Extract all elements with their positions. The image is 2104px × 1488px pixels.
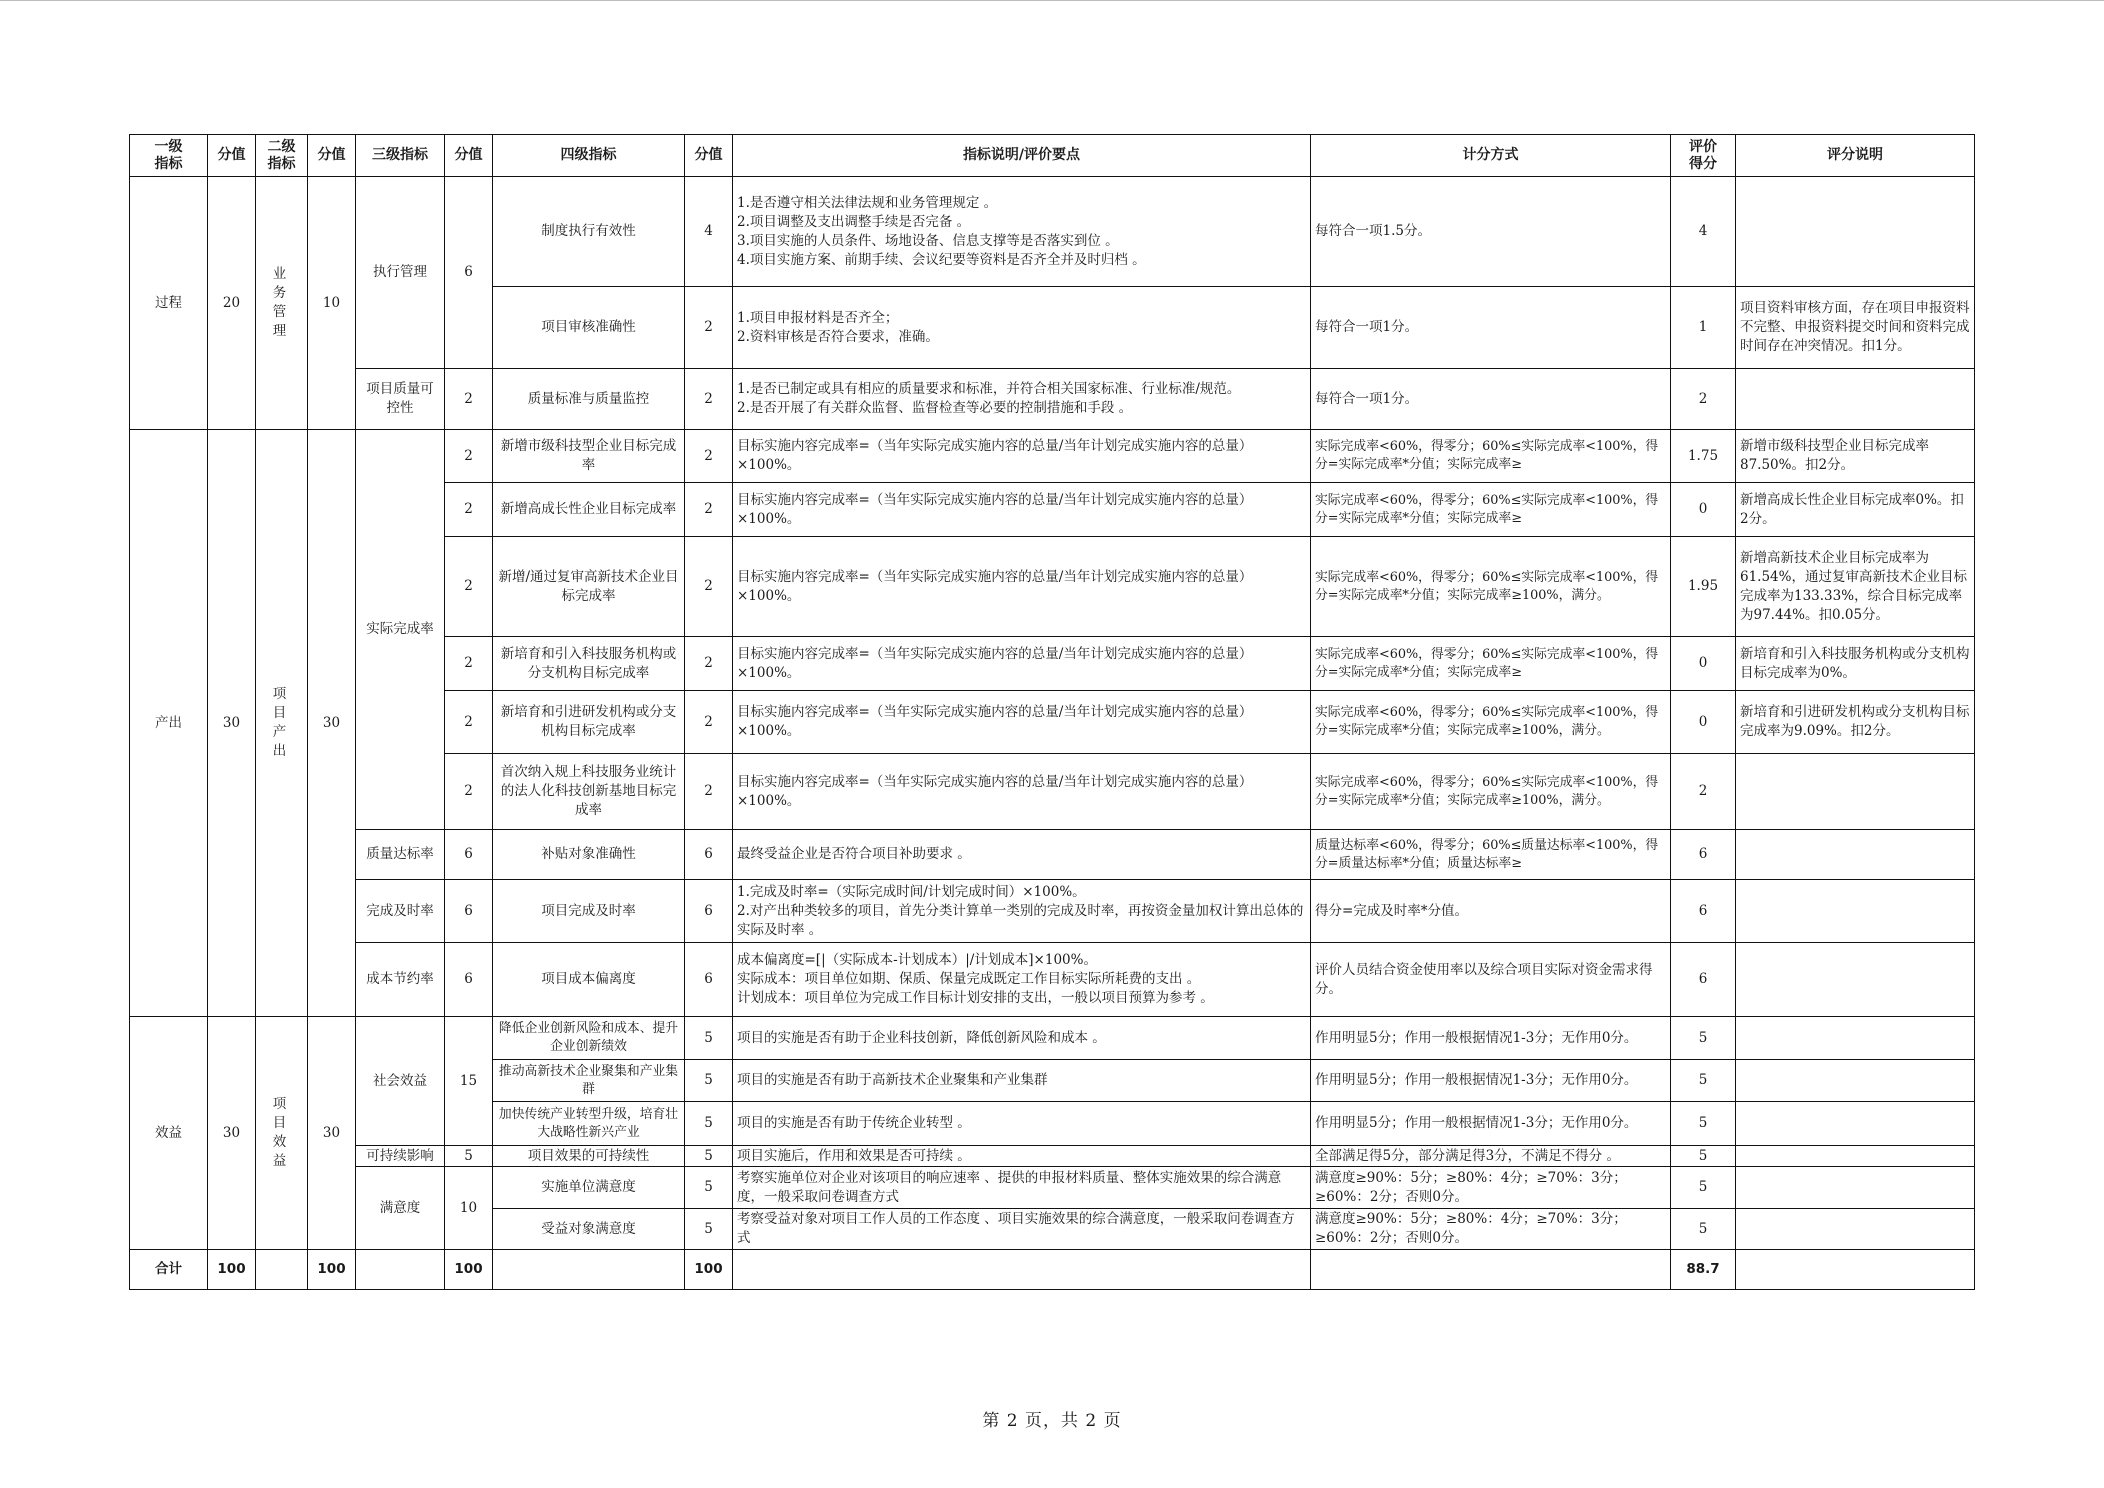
level3-score: 6 — [445, 830, 493, 880]
description-cell: 项目的实施是否有助于高新技术企业聚集和产业集群 — [733, 1060, 1311, 1102]
table-row — [130, 1017, 1975, 1060]
header-score3: 分值 — [445, 135, 493, 177]
level3-score: 2 — [445, 483, 493, 537]
score-cell: 5 — [1671, 1060, 1736, 1102]
description-cell: 1.项目申报材料是否齐全； 2.资料审核是否符合要求，准确。 — [733, 287, 1311, 369]
level4-cell: 制度执行有效性 — [493, 177, 685, 287]
level4-cell: 受益对象满意度 — [493, 1209, 685, 1250]
note-cell — [1736, 1146, 1975, 1167]
method-cell: 实际完成率<60%，得零分；60%≤实际完成率<100%，得分=实际完成率*分值；实际完成率≥100%，满分。 — [1311, 754, 1671, 830]
total-empty-l4 — [493, 1250, 685, 1290]
level4-cell: 新培育和引入科技服务机构或分支机构目标完成率 — [493, 637, 685, 691]
score-cell: 6 — [1671, 880, 1736, 943]
header-l4: 四级指标 — [493, 135, 685, 177]
header-got: 评价 得分 — [1671, 135, 1736, 177]
level3-cell: 完成及时率 — [356, 880, 445, 943]
method-cell: 满意度≥90%：5分；≥80%：4分；≥70%：3分；≥60%：2分；否则0分。 — [1311, 1209, 1671, 1250]
method-cell: 每符合一项1分。 — [1311, 287, 1671, 369]
score-cell: 1.95 — [1671, 537, 1736, 637]
level4-score: 2 — [685, 691, 733, 754]
level4-score: 5 — [685, 1102, 733, 1146]
description-cell: 项目实施后，作用和效果是否可持续 。 — [733, 1146, 1311, 1167]
note-cell — [1736, 1209, 1975, 1250]
table-row — [130, 1146, 1975, 1167]
description-cell: 目标实施内容完成率=（当年实际完成实施内容的总量/当年计划完成实施内容的总量）×100%。 — [733, 637, 1311, 691]
level4-score: 5 — [685, 1209, 733, 1250]
description-cell: 成本偏离度=[|（实际成本-计划成本）|/计划成本]×100%。 实际成本：项目单位如期、保质、保量完成既定工作目标实际所耗费的支出 。 计划成本：项目单位为完成工作目标计划安排的支出，一般以项目预算为参考 。 — [733, 943, 1311, 1017]
level3-score: 2 — [445, 691, 493, 754]
description-cell: 最终受益企业是否符合项目补助要求 。 — [733, 830, 1311, 880]
method-cell: 全部满足得5分，部分满足得3分，不满足不得分 。 — [1311, 1146, 1671, 1167]
score-cell: 2 — [1671, 754, 1736, 830]
description-cell: 1.是否遵守相关法律法规和业务管理规定 。 2.项目调整及支出调整手续是否完备 。 3.项目实施的人员条件、场地设备、信息支撑等是否落实到位 。 4.项目实施方案、前期手续、会议纪要等资料是否齐全并及时归档 。 — [733, 177, 1311, 287]
level4-score: 2 — [685, 754, 733, 830]
score-cell: 2 — [1671, 369, 1736, 430]
level4-cell: 降低企业创新风险和成本、提升企业创新绩效 — [493, 1017, 685, 1060]
table-row — [130, 1167, 1975, 1209]
level4-cell: 首次纳入规上科技服务业统计的法人化科技创新基地目标完成率 — [493, 754, 685, 830]
level3-score: 10 — [445, 1167, 493, 1250]
level3-score: 2 — [445, 430, 493, 483]
score-cell: 4 — [1671, 177, 1736, 287]
note-cell: 新增高新技术企业目标完成率为61.54%，通过复审高新技术企业目标完成率为133.33%，综合目标完成率为97.44%。扣0.05分。 — [1736, 537, 1975, 637]
group-l1: 效益 — [130, 1017, 208, 1250]
level4-score: 4 — [685, 177, 733, 287]
page-top-border — [0, 0, 2104, 1]
total-got: 88.7 — [1671, 1250, 1736, 1290]
level3-score: 5 — [445, 1146, 493, 1167]
note-cell — [1736, 177, 1975, 287]
score-cell: 5 — [1671, 1017, 1736, 1060]
method-cell: 实际完成率<60%，得零分；60%≤实际完成率<100%，得分=实际完成率*分值；实际完成率≥100%，满分。 — [1311, 537, 1671, 637]
total-empty-l2 — [256, 1250, 308, 1290]
group-l2: 项 目 效 益 — [256, 1017, 308, 1250]
header-l2: 二级 指标 — [256, 135, 308, 177]
group-score2: 30 — [308, 430, 356, 1017]
group-l2: 业 务 管 理 — [256, 177, 308, 430]
table-row — [130, 830, 1975, 880]
level4-cell: 推动高新技术企业聚集和产业集群 — [493, 1060, 685, 1102]
level3-cell: 执行管理 — [356, 177, 445, 369]
level4-cell: 新培育和引进研发机构或分支机构目标完成率 — [493, 691, 685, 754]
level3-score: 6 — [445, 177, 493, 369]
description-cell: 1.是否已制定或具有相应的质量要求和标准，并符合相关国家标准、行业标准/规范。 2.是否开展了有关群众监督、监督检查等必要的控制措施和手段 。 — [733, 369, 1311, 430]
method-cell: 质量达标率<60%，得零分；60%≤质量达标率<100%，得分=质量达标率*分值；质量达标率≥ — [1311, 830, 1671, 880]
description-cell: 项目的实施是否有助于传统企业转型 。 — [733, 1102, 1311, 1146]
description-cell: 目标实施内容完成率=（当年实际完成实施内容的总量/当年计划完成实施内容的总量）×100%。 — [733, 430, 1311, 483]
score-cell: 5 — [1671, 1102, 1736, 1146]
header-score2: 分值 — [308, 135, 356, 177]
level4-cell: 质量标准与质量监控 — [493, 369, 685, 430]
table-row — [130, 430, 1975, 483]
note-cell — [1736, 754, 1975, 830]
description-cell: 考察受益对象对项目工作人员的工作态度 、项目实施效果的综合满意度，一般采取问卷调查方式 — [733, 1209, 1311, 1250]
method-cell: 作用明显5分；作用一般根据情况1-3分；无作用0分。 — [1311, 1017, 1671, 1060]
method-cell: 每符合一项1.5分。 — [1311, 177, 1671, 287]
table-row — [130, 369, 1975, 430]
level4-cell: 项目审核准确性 — [493, 287, 685, 369]
level4-score: 5 — [685, 1146, 733, 1167]
method-cell: 评价人员结合资金使用率以及综合项目实际对资金需求得分。 — [1311, 943, 1671, 1017]
total-empty-desc — [733, 1250, 1311, 1290]
level3-cell: 成本节约率 — [356, 943, 445, 1017]
level3-cell: 项目质量可 控性 — [356, 369, 445, 430]
score-cell: 0 — [1671, 637, 1736, 691]
description-cell: 目标实施内容完成率=（当年实际完成实施内容的总量/当年计划完成实施内容的总量）×100%。 — [733, 691, 1311, 754]
group-score1: 20 — [208, 177, 256, 430]
level4-score: 6 — [685, 943, 733, 1017]
description-cell: 1.完成及时率=（实际完成时间/计划完成时间）×100%。 2.对产出种类较多的项目，首先分类计算单一类别的完成及时率，再按资金量加权计算出总体的实际及时率 。 — [733, 880, 1311, 943]
score-cell: 0 — [1671, 483, 1736, 537]
level3-score: 2 — [445, 369, 493, 430]
method-cell: 实际完成率<60%，得零分；60%≤实际完成率<100%，得分=实际完成率*分值；实际完成率≥ — [1311, 430, 1671, 483]
level3-score: 2 — [445, 754, 493, 830]
level4-score: 2 — [685, 287, 733, 369]
description-cell: 目标实施内容完成率=（当年实际完成实施内容的总量/当年计划完成实施内容的总量）×100%。 — [733, 483, 1311, 537]
total-empty-method — [1311, 1250, 1671, 1290]
method-cell: 实际完成率<60%，得零分；60%≤实际完成率<100%，得分=实际完成率*分值；实际完成率≥100%，满分。 — [1311, 691, 1671, 754]
level3-score: 2 — [445, 537, 493, 637]
level4-score: 6 — [685, 880, 733, 943]
level4-cell: 新增市级科技型企业目标完成率 — [493, 430, 685, 483]
method-cell: 满意度≥90%：5分；≥80%：4分；≥70%：3分；≥60%：2分；否则0分。 — [1311, 1167, 1671, 1209]
method-cell: 实际完成率<60%，得零分；60%≤实际完成率<100%，得分=实际完成率*分值；实际完成率≥ — [1311, 637, 1671, 691]
level4-cell: 项目效果的可持续性 — [493, 1146, 685, 1167]
header-l3: 三级指标 — [356, 135, 445, 177]
level3-score: 6 — [445, 880, 493, 943]
level4-score: 5 — [685, 1060, 733, 1102]
method-cell: 作用明显5分；作用一般根据情况1-3分；无作用0分。 — [1311, 1102, 1671, 1146]
note-cell: 新培育和引进研发机构或分支机构目标完成率为9.09%。扣2分。 — [1736, 691, 1975, 754]
group-l2: 项 目 产 出 — [256, 430, 308, 1017]
note-cell: 新培育和引入科技服务机构或分支机构目标完成率为0%。 — [1736, 637, 1975, 691]
method-cell: 得分=完成及时率*分值。 — [1311, 880, 1671, 943]
level4-cell: 项目成本偏离度 — [493, 943, 685, 1017]
table-row — [130, 880, 1975, 943]
level4-score: 2 — [685, 537, 733, 637]
evaluation-table — [129, 134, 1975, 1290]
group-l1: 过程 — [130, 177, 208, 430]
level4-cell: 加快传统产业转型升级，培育壮大战略性新兴产业 — [493, 1102, 685, 1146]
note-cell — [1736, 1017, 1975, 1060]
level4-cell: 新增/通过复审高新技术企业目标完成率 — [493, 537, 685, 637]
description-cell: 目标实施内容完成率=（当年实际完成实施内容的总量/当年计划完成实施内容的总量）×100%。 — [733, 537, 1311, 637]
note-cell — [1736, 943, 1975, 1017]
level3-cell: 质量达标率 — [356, 830, 445, 880]
score-cell: 1.75 — [1671, 430, 1736, 483]
level4-score: 2 — [685, 637, 733, 691]
level3-cell: 实际完成率 — [356, 430, 445, 830]
method-cell: 实际完成率<60%，得零分；60%≤实际完成率<100%，得分=实际完成率*分值；实际完成率≥ — [1311, 483, 1671, 537]
level4-score: 6 — [685, 830, 733, 880]
level4-score: 2 — [685, 430, 733, 483]
level3-cell: 满意度 — [356, 1167, 445, 1250]
page-number-footer: 第 2 页，共 2 页 — [982, 1411, 1122, 1431]
total-label: 合计 — [130, 1250, 208, 1290]
note-cell — [1736, 1102, 1975, 1146]
group-l1: 产出 — [130, 430, 208, 1017]
score-cell: 0 — [1671, 691, 1736, 754]
level3-cell: 可持续影响 — [356, 1146, 445, 1167]
note-cell: 项目资料审核方面，存在项目申报资料不完整、申报资料提交时间和资料完成时间存在冲突情况。扣1分。 — [1736, 287, 1975, 369]
note-cell — [1736, 1060, 1975, 1102]
score-cell: 1 — [1671, 287, 1736, 369]
description-cell: 考察实施单位对企业对该项目的响应速率 、提供的申报材料质量、整体实施效果的综合满意度，一般采取问卷调查方式 — [733, 1167, 1311, 1209]
total-score3: 100 — [445, 1250, 493, 1290]
method-cell: 作用明显5分；作用一般根据情况1-3分；无作用0分。 — [1311, 1060, 1671, 1102]
note-cell — [1736, 830, 1975, 880]
score-cell: 5 — [1671, 1209, 1736, 1250]
level4-score: 2 — [685, 483, 733, 537]
note-cell — [1736, 880, 1975, 943]
score-cell: 5 — [1671, 1167, 1736, 1209]
note-cell: 新增市级科技型企业目标完成率87.50%。扣2分。 — [1736, 430, 1975, 483]
method-cell: 每符合一项1分。 — [1311, 369, 1671, 430]
score-cell: 5 — [1671, 1146, 1736, 1167]
table-row — [130, 943, 1975, 1017]
header-method: 计分方式 — [1311, 135, 1671, 177]
group-score1: 30 — [208, 430, 256, 1017]
note-cell: 新增高成长性企业目标完成率0%。扣2分。 — [1736, 483, 1975, 537]
level3-cell: 社会效益 — [356, 1017, 445, 1146]
group-score2: 10 — [308, 177, 356, 430]
description-cell: 目标实施内容完成率=（当年实际完成实施内容的总量/当年计划完成实施内容的总量）×100%。 — [733, 754, 1311, 830]
header-note: 评分说明 — [1736, 135, 1975, 177]
level3-score: 15 — [445, 1017, 493, 1146]
group-score2: 30 — [308, 1017, 356, 1250]
table-header-row — [130, 135, 1975, 177]
level4-cell: 项目完成及时率 — [493, 880, 685, 943]
level4-cell: 补贴对象准确性 — [493, 830, 685, 880]
level4-cell: 新增高成长性企业目标完成率 — [493, 483, 685, 537]
note-cell — [1736, 369, 1975, 430]
header-score4: 分值 — [685, 135, 733, 177]
note-cell — [1736, 1167, 1975, 1209]
score-cell: 6 — [1671, 830, 1736, 880]
table-row — [130, 177, 1975, 287]
description-cell: 项目的实施是否有助于企业科技创新，降低创新风险和成本 。 — [733, 1017, 1311, 1060]
total-empty-note — [1736, 1250, 1975, 1290]
total-score1: 100 — [208, 1250, 256, 1290]
total-empty-l3 — [356, 1250, 445, 1290]
level3-score: 2 — [445, 637, 493, 691]
level4-score: 2 — [685, 369, 733, 430]
total-score4: 100 — [685, 1250, 733, 1290]
group-score1: 30 — [208, 1017, 256, 1250]
header-l1: 一级 指标 — [130, 135, 208, 177]
header-score1: 分值 — [208, 135, 256, 177]
level4-score: 5 — [685, 1017, 733, 1060]
total-score2: 100 — [308, 1250, 356, 1290]
level3-score: 6 — [445, 943, 493, 1017]
total-row — [130, 1250, 1975, 1290]
header-description: 指标说明/评价要点 — [733, 135, 1311, 177]
score-cell: 6 — [1671, 943, 1736, 1017]
level4-score: 5 — [685, 1167, 733, 1209]
level4-cell: 实施单位满意度 — [493, 1167, 685, 1209]
